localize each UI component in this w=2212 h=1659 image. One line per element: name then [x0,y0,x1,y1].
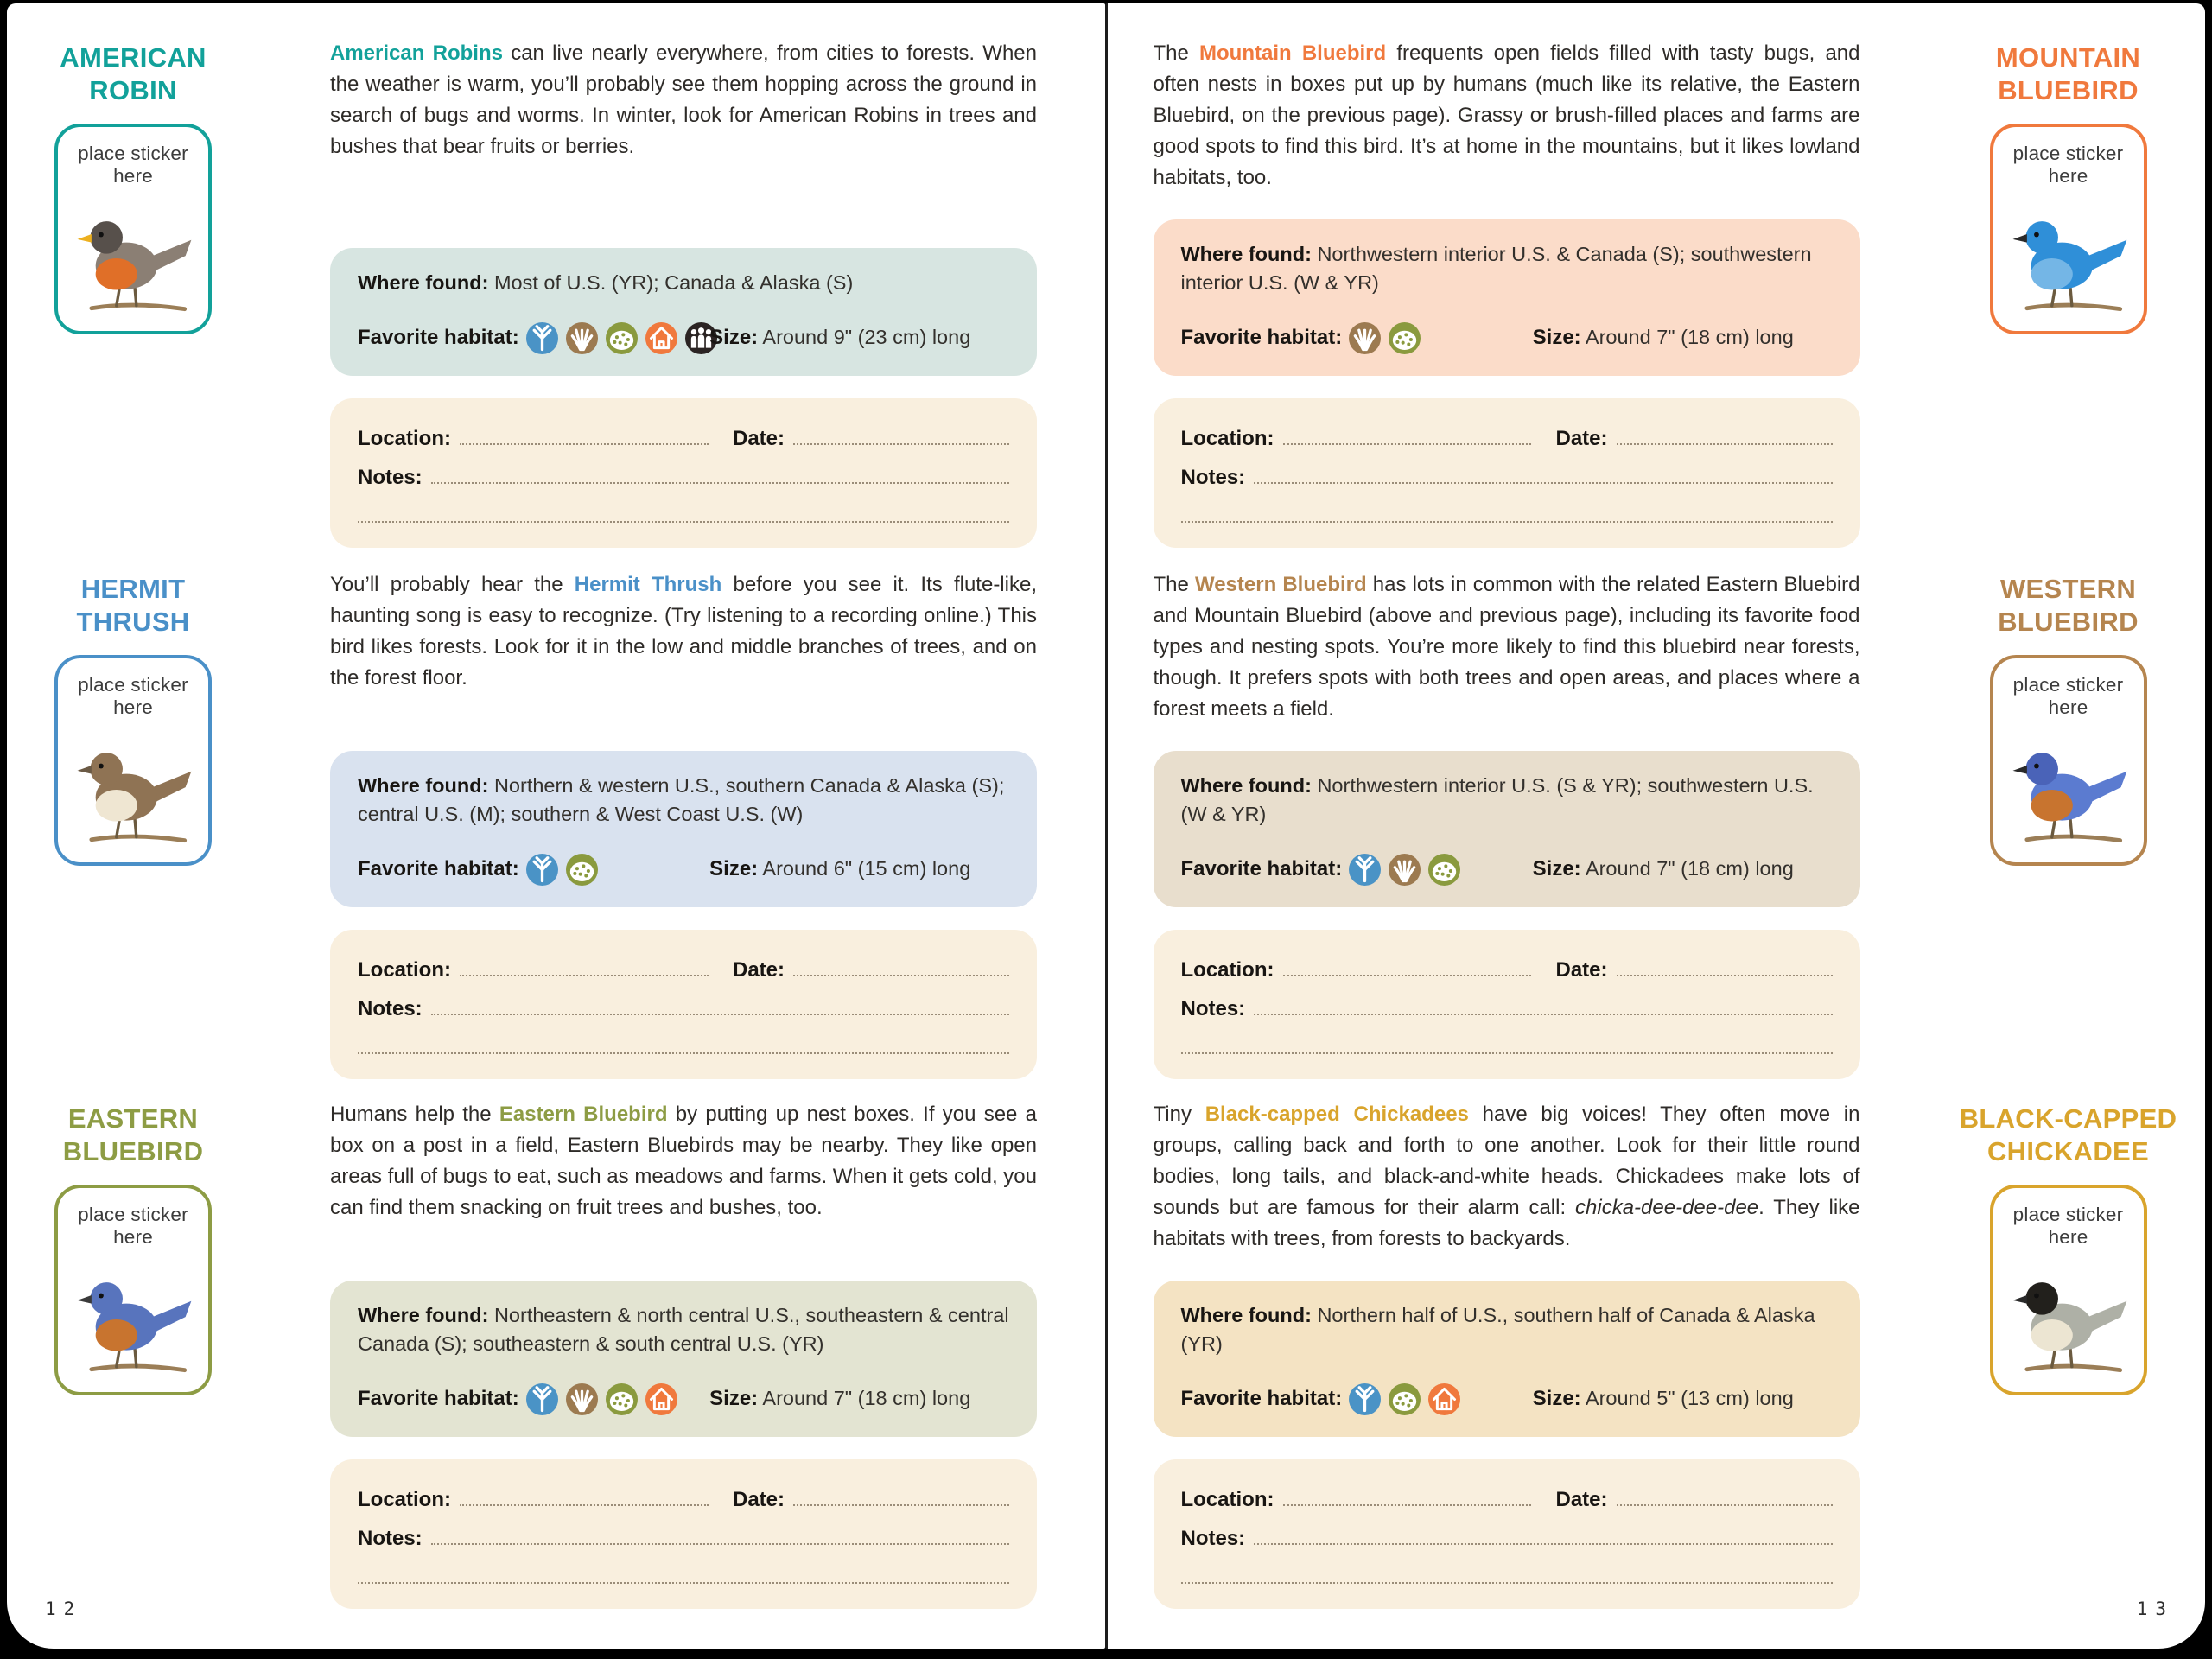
size-label: Size: [709,326,759,349]
habitat-shrub-icon [606,1383,638,1415]
habitat-grass-icon [1349,322,1381,354]
bird-description [1154,38,1860,194]
description-text: can live nearly everywhere, from cities to forests. When the weather is warm, you’ll probably see them hopping across the ground in search of bugs and worms. In winter, look for American Robins in trees and bushes that bear fruits or berries. [330,41,1037,158]
notes-row [358,1516,1009,1554]
bird-photo [58,719,208,862]
sighting-log-box [1154,1459,1860,1609]
sticker-label: place sticker here [78,142,188,187]
section-black-capped-chickadee [1154,1099,2182,1609]
chickadee-content-column [1154,1099,1860,1609]
habitat-grass-icon [1389,854,1421,886]
thrush-content-column [330,569,1037,1079]
habitat-icons [524,854,598,886]
size-group [709,326,970,350]
where-found-text [1181,1301,1833,1357]
extra-write-line [358,493,1009,523]
section-hermit-thrush [41,569,1037,1079]
date-write-line [1617,947,1833,976]
notes-row [1181,454,1833,493]
favorite-habitat-label: Favorite habitat: [1180,326,1343,349]
habitat-size-row [1181,1382,1833,1416]
bird-description [1154,569,1860,725]
notes-label: Notes: [1180,997,1246,1020]
extra-write-line [358,1554,1009,1584]
location-write-line [1283,1477,1532,1506]
location-label: Location: [1180,427,1274,450]
page-13 [1105,3,2206,1649]
where-found-label: Where found: [358,270,489,294]
date-write-line [793,416,1009,445]
bird-description [330,1099,1037,1224]
location-date-row [1181,1477,1833,1516]
habitat-shrub-icon [1389,322,1421,354]
description-text: before you see it. Its flute-like, haunting song is easy to recognize. (Try listening to a recording online.) This bird likes forests. Look for it in the low and middle branches of trees, and on the forest floor. [330,573,1037,690]
section-western-bluebird [1154,569,2182,1079]
location-label: Location: [358,1488,451,1511]
where-found-value: Northwestern interior U.S. (S & YR); southwestern U.S. (W & YR) [1180,774,1814,825]
where-found-label: Where found: [1180,774,1312,798]
habitat-shrub-icon [606,322,638,354]
where-found-text [358,269,1009,296]
size-label: Size: [1532,857,1581,880]
where-found-box [330,1281,1037,1437]
bird-name-highlight: Western Bluebird [1194,573,1367,596]
where-found-value: Northern & western U.S., southern Canada & Alaska (S); central U.S. (M); southern & West Coast U.S. (W) [358,774,1005,825]
habitat-icons [524,1383,677,1415]
habitat-tree-icon [526,322,558,354]
section-american-robin [41,38,1037,548]
location-label: Location: [1180,958,1274,982]
sticker-placeholder [54,1185,212,1395]
bird-photo [58,188,208,331]
bird-photo [1993,719,2144,862]
notes-label: Notes: [358,1527,423,1550]
size-group [709,857,970,881]
sticker-placeholder [1990,1185,2147,1395]
notes-row [1181,1516,1833,1554]
where-found-box [1154,751,1860,907]
notes-row [1181,986,1833,1025]
habitat-shrub-icon [566,854,598,886]
location-write-line [1283,416,1532,445]
extra-row [358,493,1009,532]
habitat-tree-icon [526,1383,558,1415]
favorite-habitat-label: Favorite habitat: [1180,857,1343,880]
notes-write-line [431,1516,1009,1545]
mountain-side-column [1955,38,2182,548]
location-date-row [1181,416,1833,454]
thrush-side-column [41,569,225,1079]
extra-write-line [1181,1554,1833,1584]
western-side-column [1955,569,2182,1079]
bird-photo [58,1249,208,1392]
chickadee-side-column [1955,1099,2182,1609]
where-found-box [1154,1281,1860,1437]
page-number-left: 12 [45,1599,83,1619]
notes-write-line [1254,986,1832,1015]
eastern-content-column [330,1099,1037,1609]
size-value: Around 9" (23 cm) long [762,326,971,348]
extra-write-line [1181,1025,1833,1054]
date-label: Date: [732,427,785,450]
bird-title: EASTERN BLUEBIRD [62,1103,204,1167]
extra-row [1181,1554,1833,1593]
habitat-tree-icon [1349,1383,1381,1415]
size-value: Around 6" (15 cm) long [762,857,971,880]
bird-description [330,569,1037,694]
size-group [709,1387,970,1411]
sticker-label: place sticker here [78,1203,188,1248]
sighting-log-box [330,930,1037,1079]
location-date-row [1181,947,1833,986]
location-write-line [460,947,709,976]
size-value: Around 7" (18 cm) long [1585,857,1794,880]
location-write-line [1283,947,1532,976]
habitat-size-row [358,1382,1009,1416]
bird-name-highlight: American Robins [330,41,503,65]
bird-title: MOUNTAIN BLUEBIRD [1995,42,2141,106]
size-label: Size: [1532,1387,1581,1410]
location-date-row [358,1477,1009,1516]
where-found-label: Where found: [1180,243,1312,266]
where-found-value: Northeastern & north central U.S., southeastern & central Canada (S); southeastern & south central U.S. (YR) [358,1304,1009,1355]
notes-label: Notes: [358,997,423,1020]
favorite-habitat-label: Favorite habitat: [358,857,519,880]
description-text: Tiny [1153,1103,1205,1126]
robin-side-column [41,38,225,548]
date-write-line [793,947,1009,976]
page-number-right: 13 [2136,1599,2174,1619]
description-text: You’ll probably hear the [330,573,575,596]
extra-write-line [358,1025,1009,1054]
notes-row [358,454,1009,493]
location-label: Location: [1180,1488,1274,1511]
mountain-content-column [1154,38,1860,548]
date-label: Date: [1555,958,1608,982]
description-text: Humans help the [330,1103,499,1126]
sticker-label: place sticker here [2012,1203,2124,1248]
bird-name-highlight: Mountain Bluebird [1199,41,1387,65]
where-found-text [1181,240,1833,296]
where-found-text [358,1301,1009,1357]
habitat-icons [1347,854,1460,886]
description-text: The [1153,41,1200,65]
where-found-box [330,248,1037,376]
where-found-value: Northern half of U.S., southern half of Canada & Alaska (YR) [1180,1304,1815,1355]
habitat-house-icon [645,322,677,354]
habitat-house-icon [1428,1383,1460,1415]
notes-write-line [1254,454,1832,484]
habitat-size-row [358,852,1009,887]
bird-title: HERMIT THRUSH [76,574,190,638]
description-text: has lots in common with the related Eastern Bluebird and Mountain Bluebird (above and previous page), including its favorite food types and nesting spots. You’re more likely to find this bluebird near forests, though. It prefers spots with both trees and open areas, and places where a forest meets a field. [1153,573,1860,721]
sticker-label: place sticker here [78,673,188,718]
size-group [1533,857,1794,881]
description-text: frequents open fields filled with tasty bugs, and often nests in boxes put up by humans (much like its relative, the Eastern Bluebird, on the previous page). Grassy or brush-filled places and farms are good spots to find this bird. It’s at home in the mountains, but it likes lowland habitats, too. [1153,41,1860,189]
habitat-shrub-icon [1428,854,1460,886]
sighting-log-box [330,398,1037,548]
bird-title: WESTERN BLUEBIRD [1998,574,2139,638]
bird-description [1154,1099,1860,1255]
bird-name-highlight: Eastern Bluebird [499,1103,668,1126]
size-group [1533,1387,1794,1411]
sticker-placeholder [54,655,212,866]
location-label: Location: [358,958,451,982]
date-write-line [793,1477,1009,1506]
habitat-tree-icon [1349,854,1381,886]
bird-title: BLACK-CAPPED CHICKADEE [1959,1103,2177,1167]
favorite-habitat-label: Favorite habitat: [358,1387,519,1410]
bird-photo [1993,188,2144,331]
section-eastern-bluebird [41,1099,1037,1609]
where-found-box [330,751,1037,907]
date-write-line [1617,1477,1833,1506]
description-text: chicka-dee-dee-dee [1575,1196,1759,1219]
size-label: Size: [709,1387,759,1410]
sighting-log-box [1154,398,1860,548]
extra-row [358,1554,1009,1593]
habitat-size-row [358,321,1009,355]
location-write-line [460,416,709,445]
description-text: by putting up nest boxes. If you see a box on a post in a field, Eastern Bluebirds may be nearby. They like open areas full of bugs to eat, such as meadows and farms. When it gets cold, you can find them snacking on fruit trees and bushes, too. [330,1103,1038,1219]
where-found-label: Where found: [358,1304,489,1327]
date-label: Date: [1555,427,1608,450]
habitat-tree-icon [526,854,558,886]
bird-photo [1993,1249,2144,1392]
date-label: Date: [732,958,785,982]
extra-row [1181,493,1833,532]
where-found-box [1154,219,1860,376]
habitat-house-icon [645,1383,677,1415]
where-found-value: Northwestern interior U.S. & Canada (S); southwestern interior U.S. (W & YR) [1180,243,1812,294]
notes-label: Notes: [358,466,423,489]
habitat-grass-icon [566,322,598,354]
page-12 [7,3,1105,1649]
size-value: Around 7" (18 cm) long [1585,326,1794,348]
where-found-value: Most of U.S. (YR); Canada & Alaska (S) [493,270,854,294]
extra-row [358,1025,1009,1064]
size-value: Around 5" (13 cm) long [1585,1387,1794,1409]
location-label: Location: [358,427,451,450]
sticker-placeholder [54,124,212,334]
robin-content-column [330,38,1037,548]
bird-name-highlight: Hermit Thrush [574,573,722,596]
extra-row [1181,1025,1833,1064]
sticker-placeholder [1990,655,2147,866]
sighting-log-box [1154,930,1860,1079]
sticker-placeholder [1990,124,2147,334]
date-label: Date: [732,1488,785,1511]
where-found-label: Where found: [1180,1304,1312,1327]
favorite-habitat-label: Favorite habitat: [358,326,519,349]
eastern-side-column [41,1099,225,1609]
habitat-icons [1347,1383,1460,1415]
notes-row [358,986,1009,1025]
size-group [1533,326,1794,350]
description-text: have big voices! They often move in groups, calling back and forth to one another. Look for their little round bodies, long tails, and black-and-white heads. Chickadees make lots of sounds but are famous for their alarm call: [1153,1103,1860,1219]
sticker-label: place sticker here [2012,673,2124,718]
description-text: . They like habitats with trees, from forests to backyards. [1153,1196,1860,1250]
location-date-row [358,947,1009,986]
location-write-line [460,1477,709,1506]
habitat-icons [524,322,717,354]
favorite-habitat-label: Favorite habitat: [1180,1387,1343,1410]
sighting-log-box [330,1459,1037,1609]
notes-label: Notes: [1180,1527,1246,1550]
habitat-grass-icon [566,1383,598,1415]
description-text: The [1153,573,1195,596]
notes-write-line [431,986,1009,1015]
notes-write-line [431,454,1009,484]
where-found-label: Where found: [358,774,489,798]
bird-title: AMERICAN ROBIN [60,42,207,106]
size-value: Around 7" (18 cm) long [762,1387,971,1409]
habitat-size-row [1181,321,1833,355]
bird-name-highlight: Black-capped Chickadees [1205,1103,1469,1126]
size-label: Size: [1532,326,1581,349]
sticker-label: place sticker here [2012,142,2124,187]
date-label: Date: [1555,1488,1608,1511]
habitat-size-row [1181,852,1833,887]
notes-label: Notes: [1180,466,1246,489]
where-found-text [1181,772,1833,828]
bird-description [330,38,1037,162]
date-write-line [1617,416,1833,445]
habitat-shrub-icon [1389,1383,1421,1415]
notes-write-line [1254,1516,1832,1545]
section-mountain-bluebird [1154,38,2182,548]
where-found-text [358,772,1009,828]
western-content-column [1154,569,1860,1079]
size-label: Size: [709,857,759,880]
habitat-icons [1347,322,1421,354]
extra-write-line [1181,493,1833,523]
location-date-row [358,416,1009,454]
